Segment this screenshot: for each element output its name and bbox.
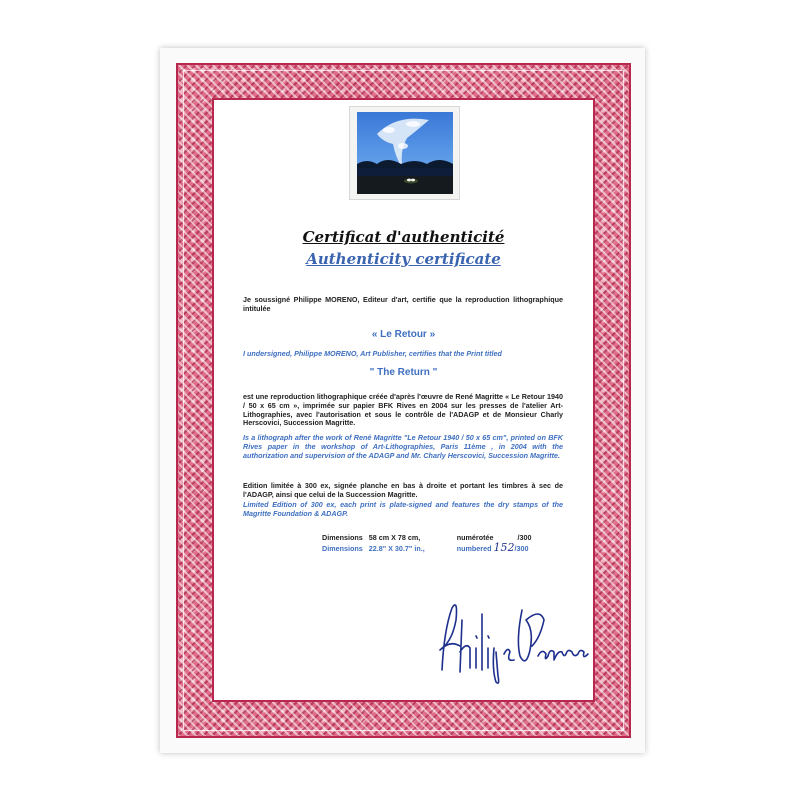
numbered-total-en: /300 xyxy=(514,544,529,553)
dimensions-value-en: 22.8" X 30.7" in., xyxy=(368,544,425,553)
handwritten-signature xyxy=(430,590,600,695)
numbered-label-en: numbered xyxy=(456,544,492,553)
artwork-image xyxy=(357,112,453,194)
dimensions-label-en: Dimensions xyxy=(322,544,363,553)
dimensions-label-fr: Dimensions xyxy=(322,533,363,542)
print-title-fr: « Le Retour » xyxy=(371,329,436,340)
numbered-label-fr: numérotée xyxy=(456,533,494,542)
intro-text-en: I undersigned, Philippe MORENO, Art Publisher, certifies that the Print titled xyxy=(243,349,502,358)
intro-text-fr: Je soussigné Philippe MORENO, Editeur d'art, certifie que la reproduction lithographique intitulée xyxy=(243,295,563,313)
handwritten-number: 152 xyxy=(493,541,515,554)
signature-drawing xyxy=(430,590,600,690)
artwork-thumbnail xyxy=(349,106,460,200)
dimensions-value-fr: 58 cm X 78 cm, xyxy=(368,533,421,542)
dimensions-row-en xyxy=(322,543,529,553)
body-text-fr: est une reproduction lithographique créée d'après l'œuvre de René Magritte « Le Retour 1940 / 50 x 65 cm », imprimée sur papier BFK Rives en 2004 sur les presses de l'atelier Art-Lithographies, avec l'autorisation et sous le contrôle de l'ADAGP et de Monsieur Charly Herscovici, Succession Magritte. xyxy=(243,392,563,428)
edition-text-fr: Edition limitée à 300 ex, signée planche en bas à droite et portant les timbres à sec de l'ADAGP, ainsi que celui de la Succession Magritte. xyxy=(243,481,563,499)
certificate-title-fr: Certificat d'authenticité xyxy=(302,228,505,246)
body-text-en: Is a lithograph after the work of René Magritte "Le Retour 1940 / 50 x 65 cm", printed on BFK Rives paper in the workshop of Art-Lithographies, Paris 11ème , in 2004 with the authorization and supervision of the ADAGP and Mr. Charly Herscovici, Succession Magritte. xyxy=(243,433,563,460)
numbered-total-fr: /300 xyxy=(517,533,532,542)
certificate-title-en: Authenticity certificate xyxy=(306,250,501,268)
edition-text-en: Limited Edition of 300 ex, each print is plate-signed and features the dry stamps of the Magritte Foundation & ADAGP. xyxy=(243,500,563,518)
print-title-en: " The Return " xyxy=(369,367,438,378)
